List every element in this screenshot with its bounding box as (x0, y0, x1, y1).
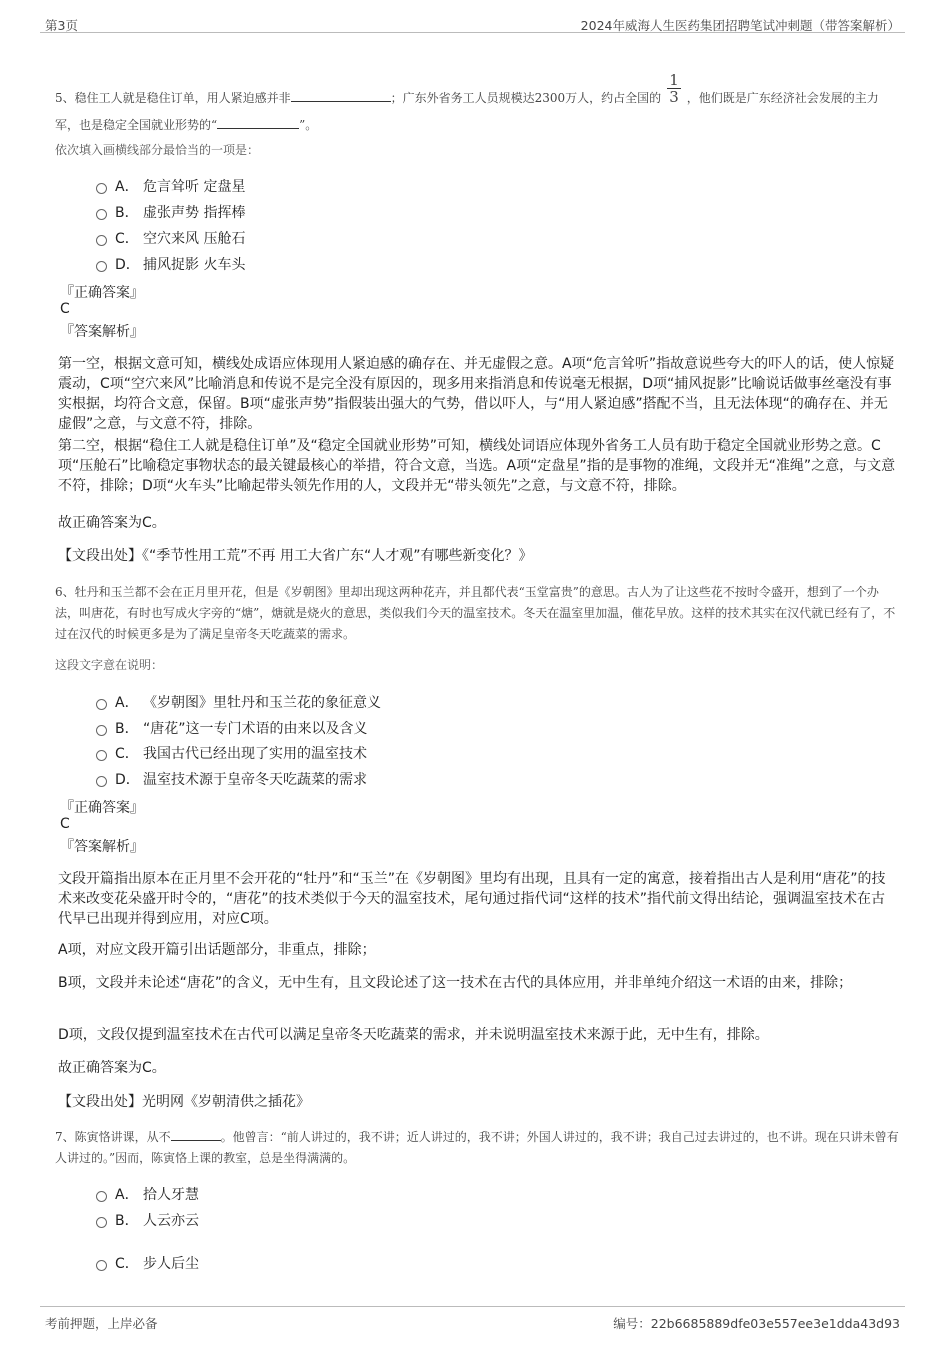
fraction-numerator: 1 (669, 71, 679, 89)
question-5-instruction: 依次填入画横线部分最恰当的一项是： (55, 143, 260, 157)
document-title: 2024年威海人生医药集团招聘笔试冲刺题（带答案解析） (580, 18, 900, 33)
radio-icon[interactable] (96, 209, 107, 220)
option-c[interactable]: C． 我国古代已经出现了实用的温室技术 (96, 743, 367, 763)
analysis-label: 『答案解析』 (60, 324, 144, 340)
source-citation: 【文段出处】光明网《岁朝清供之插花》 (58, 1094, 310, 1110)
question-5-stem (55, 71, 900, 136)
analysis-label: 『答案解析』 (60, 839, 144, 855)
analysis-paragraph: 第一空，根据文意可知，横线处成语应体现用人紧迫感的确存在、并无虚假之意。A项“危言耸听”指故意说些夸大的吓人的话，使人惊疑震动，C项“空穴来风”比喻消息和传说不是完全没有原因的，现多用来指消息和传说毫无根据，D项“捕风捉影”比喻说话做事丝毫没有事实根据，均符合文意，保留。B项“虚张声势”指假装出强大的气势，借以吓人，与“用人紧迫感”搭配不当，且无法体现“的确存在、并无虚假”之意，与文意不符，排除。 (58, 356, 895, 432)
radio-icon[interactable] (96, 776, 107, 787)
answer-label: 『正确答案』 (60, 800, 144, 816)
analysis-paragraph: 第二空，根据“稳住工人就是稳住订单”及“稳定全国就业形势”可知，横线处词语应体现外省务工人员有助于稳定全国就业形势之意。C项“压舱石”比喻稳定事物状态的最关键最核心的举措，符合文意，当选。A项“定盘星”指的是事物的准绳，文段并无“准绳”之意，与文意不符，排除；D项“火车头”比喻起带头领先作用的人，文段并无“带头领先”之意，与文意不符，排除。 (58, 438, 896, 494)
radio-icon[interactable] (96, 750, 107, 761)
page-number: 第3页 (45, 18, 78, 33)
analysis-paragraph: 故正确答案为C。 (58, 1060, 166, 1076)
option-c[interactable]: C． 步人后尘 (96, 1253, 199, 1273)
question-5-text-a: 5、稳住工人就是稳住订单，用人紧迫感并非 (55, 91, 291, 105)
question-5-text-c: ，他们既是广东经济社会发展的主力军，也是稳定全国就业形势的“ (55, 91, 879, 132)
page-header (40, 10, 905, 33)
analysis-paragraph: D项，文段仅提到温室技术在古代可以满足皇帝冬天吃蔬菜的需求，并未说明温室技术来源于此，无中生有，排除。 (58, 1027, 769, 1043)
option-b[interactable]: B． “唐花”这一专门术语的由来以及含义 (96, 718, 368, 738)
answer-blank (291, 89, 391, 102)
analysis-paragraph: 文段开篇指出原本在正月里不会开花的“牡丹”和“玉兰”在《岁朝图》里均有出现，且具有一定的寓意，接着指出古人是利用“唐花”的技术来改变花朵盛开时令的，“唐花”的技术类似于今天的温室技术，尾句通过指代词“这样的技术”指代前文得出结论，强调温室技术在古代早已出现并得到应用，对应C项。 (58, 871, 886, 927)
radio-icon[interactable] (96, 1260, 107, 1271)
option-b[interactable]: B． 虚张声势 指挥棒 (96, 202, 245, 222)
analysis-paragraph: A项，对应文段开篇引出话题部分，非重点，排除； (58, 942, 376, 958)
answer-blank (217, 116, 299, 129)
source-citation: 【文段出处】《“季节性用工荒”不再 用工大省广东“人才观”有哪些新变化？》 (58, 548, 533, 564)
answer-blank (171, 1128, 221, 1141)
document-id: 编号：22b6685889dfe03e557ee3e1dda43d93 (613, 1316, 900, 1331)
question-7-text-a: 7、陈寅恪讲课，从不 (55, 1130, 171, 1144)
analysis-paragraph: 故正确答案为C。 (58, 515, 166, 531)
option-a[interactable]: A． 《岁朝图》里牡丹和玉兰花的象征意义 (96, 692, 381, 712)
question-5-text-d: ”。 (299, 118, 318, 132)
radio-icon[interactable] (96, 699, 107, 710)
question-7-stem (55, 1127, 900, 1169)
radio-icon[interactable] (96, 261, 107, 272)
fraction (667, 72, 681, 105)
question-7-text-b: 。他曾言：“前人讲过的，我不讲；近人讲过的，我不讲；外国人讲过的，我不讲；我自己过去讲过的，也不讲。现在只讲未曾有人讲过的。”因而，陈寅恪上课的教室，总是坐得满满的。 (55, 1130, 899, 1165)
answer-value: C (60, 301, 70, 317)
analysis-paragraph: B项，文段并未论述“唐花”的含义，无中生有，且文段论述了这一技术在古代的具体应用，并非单纯介绍这一术语的由来，排除； (58, 975, 853, 991)
answer-value: C (60, 816, 70, 832)
question-6-instruction: 这段文字意在说明： (55, 658, 164, 672)
page-footer (40, 1306, 905, 1333)
footer-slogan: 考前押题，上岸必备 (45, 1316, 158, 1331)
answer-label: 『正确答案』 (60, 285, 144, 301)
option-c[interactable]: C． 空穴来风 压舱石 (96, 228, 245, 248)
radio-icon[interactable] (96, 183, 107, 194)
radio-icon[interactable] (96, 725, 107, 736)
question-5-text-b: ；广东外省务工人员规模达2300万人，约占全国的 (390, 91, 662, 105)
option-a[interactable]: A． 拾人牙慧 (96, 1184, 199, 1204)
option-d[interactable]: D． 捕风捉影 火车头 (96, 254, 245, 274)
option-b[interactable]: B． 人云亦云 (96, 1210, 199, 1230)
option-d[interactable]: D． 温室技术源于皇帝冬天吃蔬菜的需求 (96, 769, 367, 789)
fraction-denominator: 3 (669, 88, 679, 106)
radio-icon[interactable] (96, 235, 107, 246)
radio-icon[interactable] (96, 1217, 107, 1228)
radio-icon[interactable] (96, 1191, 107, 1202)
question-6-stem: 6、牡丹和玉兰都不会在正月里开花，但是《岁朝图》里却出现这两种花卉，并且都代表“玉堂富贵”的意思。古人为了让这些花不按时令盛开，想到了一个办法，叫唐花，有时也写成火字旁的“煻”，煻就是烧火的意思，类似我们今天的温室技术。冬天在温室里加温，催花早放。这样的技术其实在汉代就已经有了，不过在汉代的时候更多是为了满足皇帝冬天吃蔬菜的需求。 (55, 585, 896, 641)
option-a[interactable]: A． 危言耸听 定盘星 (96, 176, 245, 196)
